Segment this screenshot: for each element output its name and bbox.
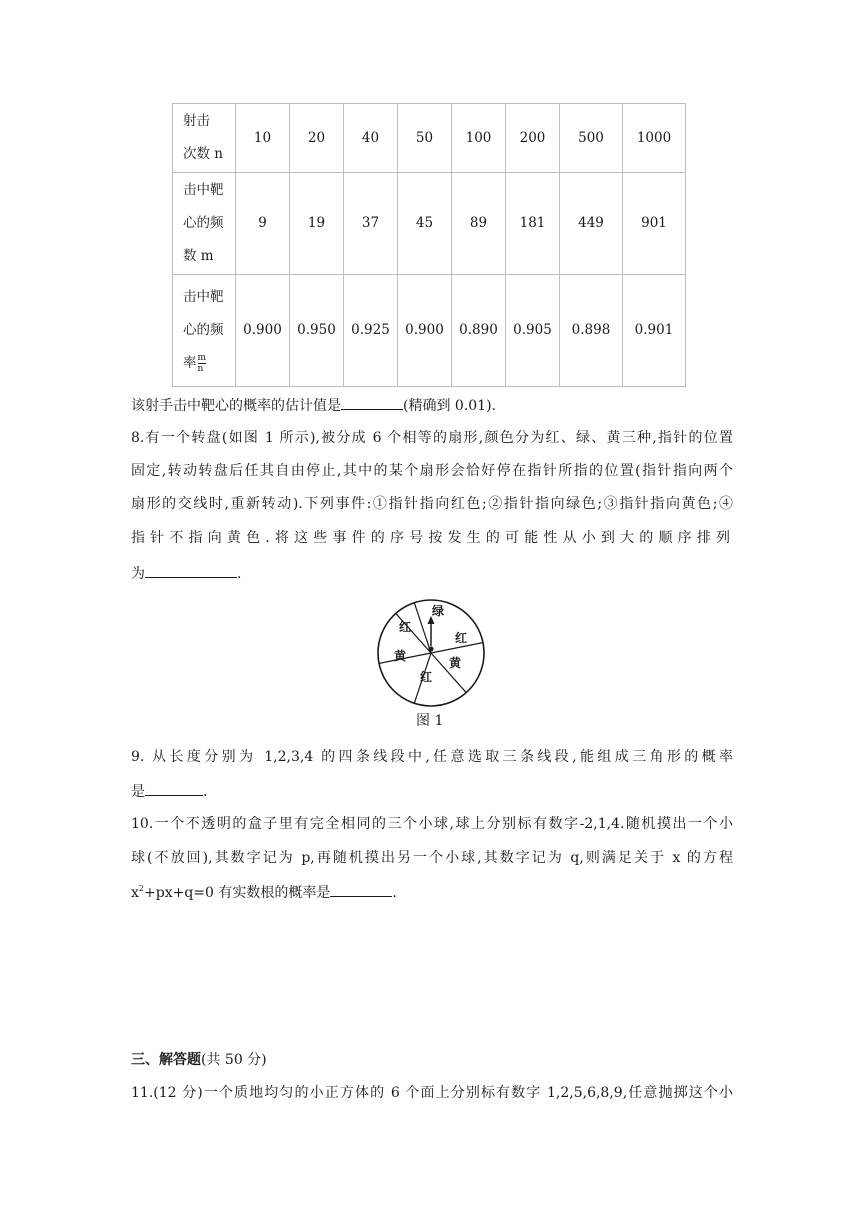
- header-line: 心的频: [183, 322, 224, 338]
- sector-label-red: 红: [454, 631, 468, 645]
- section-title: 三、解答题: [131, 1052, 201, 1068]
- text-span: (精确到 0.01).: [403, 398, 496, 414]
- q8-line-3: 扇形的交线时,重新转动).下列事件:①指针指向红色;②指针指向绿色;③指针指向黄色;④: [131, 496, 733, 512]
- text-span: 是: [131, 784, 145, 800]
- header-line: 心的频: [183, 215, 224, 231]
- answer-blank[interactable]: [330, 882, 392, 897]
- q8-line-1: 8.有一个转盘(如图 1 所示),被分成 6 个相等的扇形,颜色分为红、绿、黄三种,指针的位置: [131, 430, 733, 446]
- table-cell: 0.890: [452, 275, 506, 387]
- fraction: [198, 353, 207, 374]
- row-header: [173, 173, 236, 275]
- table-cell: 200: [506, 104, 560, 173]
- figure-caption: 图 1: [416, 713, 444, 729]
- q10-line-3: [131, 882, 733, 903]
- frequency-table: [172, 103, 686, 387]
- superscript: 2: [138, 884, 144, 893]
- text-span: +px+q=0 有实数根的概率是: [144, 885, 331, 901]
- table-cell: 0.950: [290, 275, 344, 387]
- header-line: 击中靶: [183, 182, 224, 198]
- q9-line-1: 9. 从长度分别为 1,2,3,4 的四条线段中,任意选取三条线段,能组成三角形的概率: [131, 749, 733, 765]
- table-cell: 0.905: [506, 275, 560, 387]
- header-line: 射击: [183, 113, 210, 129]
- sector-label-red: 红: [398, 620, 412, 634]
- table-cell: 37: [344, 173, 398, 275]
- header-text: 率: [183, 355, 197, 371]
- text-span: x: [131, 885, 139, 901]
- table-row: [173, 275, 686, 387]
- table-row: [173, 104, 686, 173]
- answer-blank[interactable]: [145, 781, 203, 796]
- estimate-line: [131, 395, 733, 416]
- table-cell: 901: [623, 173, 686, 275]
- table-cell: 19: [290, 173, 344, 275]
- table-cell: 9: [236, 173, 290, 275]
- q10-line-2: 球(不放回),其数字记为 p,再随机摸出另一个小球,其数字记为 q,则满足关于 x 的方程: [131, 850, 733, 866]
- sector-label-green: 绿: [431, 604, 445, 618]
- answer-blank[interactable]: [145, 563, 237, 578]
- table-cell: 449: [560, 173, 623, 275]
- header-line: [183, 347, 235, 380]
- table-cell: 45: [398, 173, 452, 275]
- table-cell: 0.925: [344, 275, 398, 387]
- table-cell: 10: [236, 104, 290, 173]
- header-line: 次数 n: [183, 146, 223, 162]
- table-cell: 0.900: [398, 275, 452, 387]
- row-header: [173, 104, 236, 173]
- spinner-wheel: [376, 598, 486, 708]
- q10-line-1: 10.一个不透明的盒子里有完全相同的三个小球,球上分别标有数字-2,1,4.随机摸出一个小: [131, 816, 733, 832]
- table-cell: 500: [560, 104, 623, 173]
- section-score: (共 50 分): [201, 1052, 267, 1068]
- table-cell: 0.898: [560, 275, 623, 387]
- text-span: 为: [131, 566, 145, 582]
- text-span: .: [203, 784, 208, 800]
- text-span: .: [237, 566, 242, 582]
- table-cell: 89: [452, 173, 506, 275]
- header-line: 数 m: [183, 248, 214, 264]
- table-row: [173, 173, 686, 275]
- table-cell: 0.901: [623, 275, 686, 387]
- answer-blank[interactable]: [341, 395, 403, 410]
- table-cell: 100: [452, 104, 506, 173]
- fraction-denominator: n: [197, 364, 204, 374]
- q9-line-2: [131, 781, 733, 802]
- sector-label-yellow: 黄: [393, 649, 407, 663]
- sector-label-red: 红: [419, 670, 433, 684]
- row-header: [173, 275, 236, 387]
- text-span: .: [392, 885, 397, 901]
- q8-line-2: 固定,转动转盘后任其自由停止,其中的某个扇形会恰好停在指针所指的位置(指针指向两个: [131, 463, 733, 479]
- table-cell: 50: [398, 104, 452, 173]
- header-line: 击中靶: [183, 289, 224, 305]
- table-cell: 20: [290, 104, 344, 173]
- table-cell: 1000: [623, 104, 686, 173]
- table-cell: 181: [506, 173, 560, 275]
- q8-line-4: 指针不指向黄色.将这些事件的序号按发生的可能性从小到大的顺序排列: [131, 530, 733, 546]
- q8-line-5: [131, 563, 733, 584]
- fraction-numerator: m: [197, 353, 207, 363]
- text-span: 该射手击中靶心的概率的估计值是: [131, 398, 341, 414]
- q11-line-1: 11.(12 分)一个质地均匀的小正方体的 6 个面上分别标有数字 1,2,5,6,8,9,任意抛掷这个小: [131, 1085, 733, 1101]
- sector-label-yellow: 黄: [448, 656, 462, 670]
- table-cell: 40: [344, 104, 398, 173]
- section-heading: [131, 1050, 733, 1070]
- table-cell: 0.900: [236, 275, 290, 387]
